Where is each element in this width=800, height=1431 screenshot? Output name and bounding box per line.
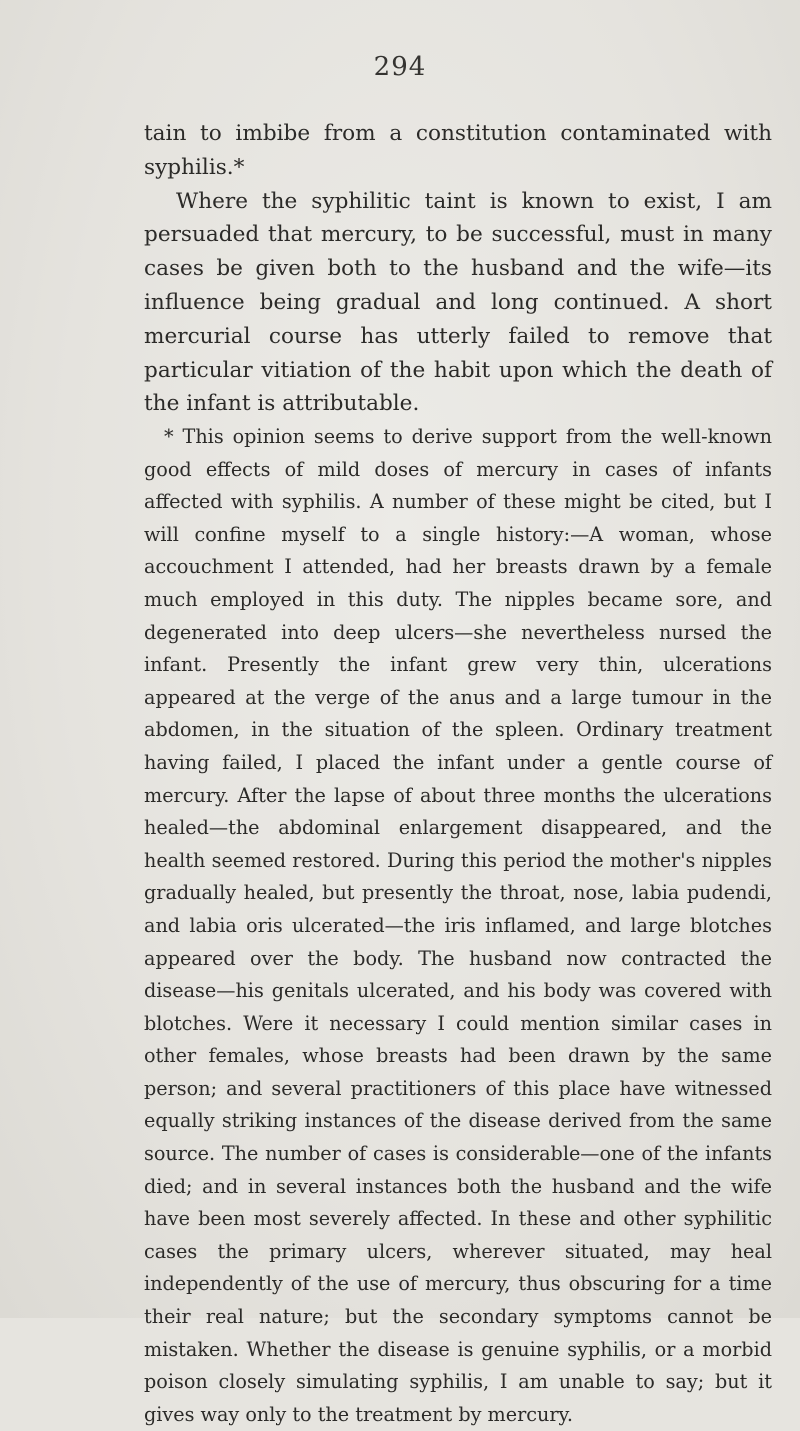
main-text (144, 117, 772, 421)
footnote (144, 421, 772, 1431)
page-number: 294 (373, 52, 427, 82)
paragraph-continuation: tain to imbibe from a constitution contaminated with syphilis.* (144, 121, 772, 180)
footnote-text: * This opinion seems to derive support from the well-known good effects of mild doses of mercury in cases of infants affected with syphilis. A number of these might be cited, but I will confine myself to a single history:—A woman, whose accouchment I attended, had her breasts drawn by a female much employed in this duty. The nipples became sore, and degenerated into deep ulcers—she nevertheless nursed the infant. Presently the infant grew very thin, ulcerations appeared at the verge of the anus and a large tumour in the abdomen, in the situation of the spleen. Ordinary treatment having failed, I placed the infant under a gentle course of mercury. After the lapse of about three months the ulcerations healed—the abdominal enlargement disappeared, and the health seemed restored. During this period the mother's nipples gradually healed, but presently the throat, nose, labia pudendi, and labia oris ulcerated—the iris inflamed, and large blotches appeared over the body. The husband now contracted the disease—his genitals ulcerated, and his body was covered with blotches. Were it necessary I could mention similar cases in other females, whose breasts had been drawn by the same person; and several practitioners of this place have witnessed equally striking instances of the disease derived from the same source. The number of cases is considerable—one of the infants died; and in several instances both the husband and the wife have been most severely affected. In these and other syphilitic cases the primary ulcers, wherever situated, may heal independently of the use of mercury, thus obscuring for a time their real nature; but the secondary symptoms cannot be mistaken. Whether the disease is genuine syphilis, or a morbid poison closely simulating syphilis, I am unable to say; but it gives way only to the treatment by mercury. (144, 425, 772, 1426)
paragraph: Where the syphilitic taint is known to exist, I am persuaded that mercury, to be successful, must in many cases be given both to the husband and the wife—its influence being gradual and long continued. A short mercurial course has utterly failed to remove that particular vitiation of the habit upon which the death of the infant is attributable. (144, 188, 772, 417)
